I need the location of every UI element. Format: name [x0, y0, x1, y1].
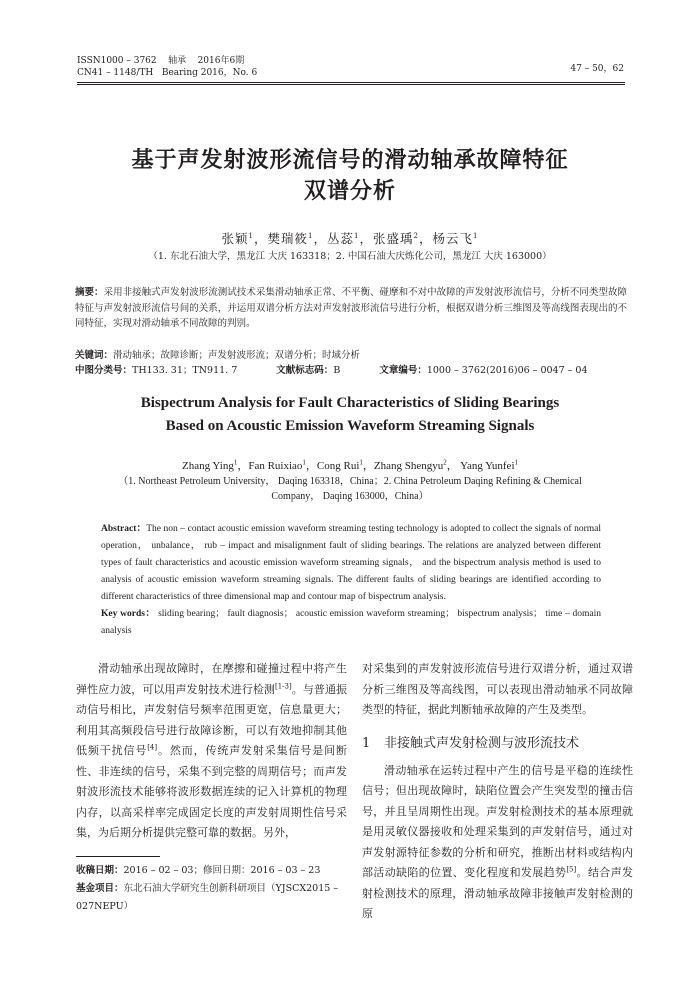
- citation: [5]: [566, 865, 577, 874]
- article-number-label: 文章编号：: [379, 365, 427, 376]
- cn-code: CN41 – 1148/TH: [77, 68, 154, 78]
- affiliation-marker: 1: [302, 458, 306, 467]
- journal-name-cn: 轴承: [168, 56, 187, 66]
- footnote: [76, 862, 347, 916]
- header-line-2: [77, 67, 307, 79]
- keywords-cn: [75, 348, 627, 363]
- abstract-cn-label: 摘要：: [75, 287, 104, 298]
- received-dates: [76, 862, 347, 880]
- body-column-right: [362, 659, 633, 925]
- section-heading: [362, 733, 633, 755]
- text-run: 滑动轴承出现故障时，在摩擦和碰撞过程中将产生弹性应力波，可以用声发射技术进行检测: [76, 662, 347, 696]
- abstract-en: [101, 521, 601, 640]
- title-en-line-2: Based on Acoustic Emission Waveform Streaming Signals: [165, 418, 535, 434]
- title-en-line-1: Bispectrum Analysis for Fault Characteristics of Sliding Bearings: [140, 395, 560, 411]
- abstract-cn-text: 采用非接触式声发射波形流测试技术采集滑动轴承正常、不平衡、碰摩和不对中故障的声发射波形流信号，分析不同类型故障特征与声发射波形流信号间的关系，并运用双谱分析方法对声发射波形流信号进行分析，根据双谱分析三维图及等高线图表现出的不同特征，实现对滑动轴承不同故障的判别。: [75, 287, 627, 329]
- abstract-cn: [75, 285, 627, 332]
- text-run: 。与普通振动信号相比，声发射信号频率范围更宽，信息量更大；利用其高频段信号进行故障诊断，可以有效地抑制其他低频干扰信号: [76, 682, 348, 757]
- keywords-cn-text: 滑动轴承；故障诊断；声发射波形流；双谱分析；时域分析: [113, 350, 361, 361]
- keywords-en: [101, 606, 601, 640]
- header-rule: [77, 82, 625, 83]
- header-line-1: [77, 55, 307, 67]
- paragraph: [362, 761, 633, 925]
- keywords-cn-label: 关键词：: [75, 350, 114, 361]
- clc-value: TH133. 31；TN911. 7: [132, 365, 238, 376]
- meta-cn: [75, 348, 627, 378]
- affiliation-marker: 1: [308, 231, 314, 240]
- fund-value: 东北石油大学研究生创新科研项目（YJSCX2015 – 027NEPU）: [76, 883, 339, 912]
- article-number-value: 1000 – 3762(2016)06 – 0047 – 04: [426, 365, 588, 376]
- authors-cn: 张颖$^1$，樊瑞筱$^1$，丛蕊$^1$，张盛瑀$^2$，杨云飞$^1$: [221, 231, 479, 246]
- footnote-rule: [76, 856, 160, 857]
- paragraph: 对采集到的声发射波形流信号进行双谱分析，通过双谱分析三维图及等高线图，可以表现出滑动轴承不同故障类型的特征，据此判断轴承故障的产生及类型。: [362, 662, 633, 716]
- section-title: 非接触式声发射检测与波形流技术: [384, 735, 580, 751]
- affiliation-marker: 1: [354, 231, 360, 240]
- affiliation-marker: 2: [413, 231, 419, 240]
- page-range: 47 – 50，62: [570, 64, 624, 74]
- received-label: 收稿日期：: [76, 865, 124, 876]
- affiliation-marker: 1: [472, 231, 479, 240]
- keywords-en-label: Key words：: [101, 609, 156, 619]
- authors-en: Zhang Ying$^1$，Fan Ruixiao$^1$，Cong Rui$^1$，Zhang Shengyu$^2$， Yang Yunfei$^1$: [181, 458, 519, 472]
- title-cn-line-2: 双谱分析: [303, 178, 396, 204]
- header-rule-thin: [77, 84, 625, 85]
- clc-label: 中图分类号：: [75, 365, 133, 376]
- doc-code-label: 文献标志码：: [276, 365, 334, 376]
- issue-date-cn: 2016年6期: [197, 56, 245, 66]
- abstract-en-text: The non – contact acoustic emission waveform streaming testing technology is adopted to collect the signals of normal operation， unbalance， rub – impact and misalignment fault of sliding bearings. The relations are analyzed between different types of fault characteristics and acoustic emission waveform streaming signals， and the bispectrum analysis method is used to analysis of acoustic emission waveform streaming signals. The different faults of sliding bearings are identified according to different characteristics of three dimensional map and contour map of bispectrum analysis.: [101, 524, 601, 602]
- body-column-left: [76, 659, 347, 844]
- affiliation-marker: 1: [359, 458, 363, 467]
- affiliation-marker: 2: [443, 458, 447, 467]
- received-value: 2016 – 02 – 03；修回日期：2016 – 03 – 23: [123, 865, 321, 876]
- affiliation-marker: 1: [514, 458, 519, 467]
- fund-label: 基金项目：: [76, 883, 124, 894]
- journal-header: [77, 55, 307, 79]
- affiliation-cn: （1. 东北石油大学，黑龙江 大庆 163318；2. 中国石油大庆炼化公司，黑龙江 大庆 163000）: [148, 251, 552, 262]
- journal-name-en: Bearing 2016，No. 6: [161, 68, 258, 78]
- abstract-en-label: Abstract：: [101, 524, 147, 534]
- affiliation-marker: 1: [233, 458, 238, 467]
- text-run: 。然而，传统声发射采集信号是间断性、非连续的信号，采集不到完整的周期信号；而声发射波形流技术能够将波形数据连续的记入计算机的物理内存，以高采样率完成固定长度的声发射周期性信号采集，为后期分析提供完整可靠的数据。另外，: [76, 744, 347, 839]
- affiliation-en: （1. Northeast Petroleum University， Daqing 163318，China；2. China Petroleum Daqing Refining & Chemical Company， Daqing 163000，China）: [118, 476, 582, 502]
- text-run: 。结合声发射检测技术的原理，滑动轴承故障非接触声发射检测的原: [362, 866, 634, 920]
- issn: ISSN1000 – 3762: [77, 56, 157, 66]
- text-run: 滑动轴承在运转过程中产生的信号是平稳的连续性信号；但出现故障时，缺陷位置会产生突发型的撞击信号，并且呈周期性出现。声发射检测技术的基本原理就是用灵敏仪器接收和处理采集到的声发射信号，通过对声发射源特征参数的分析和研究，推断出材料或结构内部活动缺陷的位置、变化程度和发展趋势: [362, 763, 633, 879]
- citation: [1-3]: [275, 681, 292, 690]
- title-cn-line-1: 基于声发射波形流信号的滑动轴承故障特征: [131, 147, 569, 173]
- keywords-en-text: sliding bearing； fault diagnosis； acoustic emission waveform streaming； bispectrum analysis； time – domain analysis: [101, 609, 601, 636]
- fund-project: [76, 880, 347, 916]
- section-number: 1: [362, 735, 371, 751]
- title-cn: [0, 145, 700, 207]
- title-en: [0, 392, 700, 438]
- doc-code-value: B: [333, 365, 341, 376]
- affiliation-marker: 1: [248, 231, 255, 240]
- citation: [4]: [147, 743, 158, 752]
- classification-row: [75, 363, 627, 378]
- abstract-en-body: [101, 521, 601, 606]
- paragraph: [76, 659, 347, 844]
